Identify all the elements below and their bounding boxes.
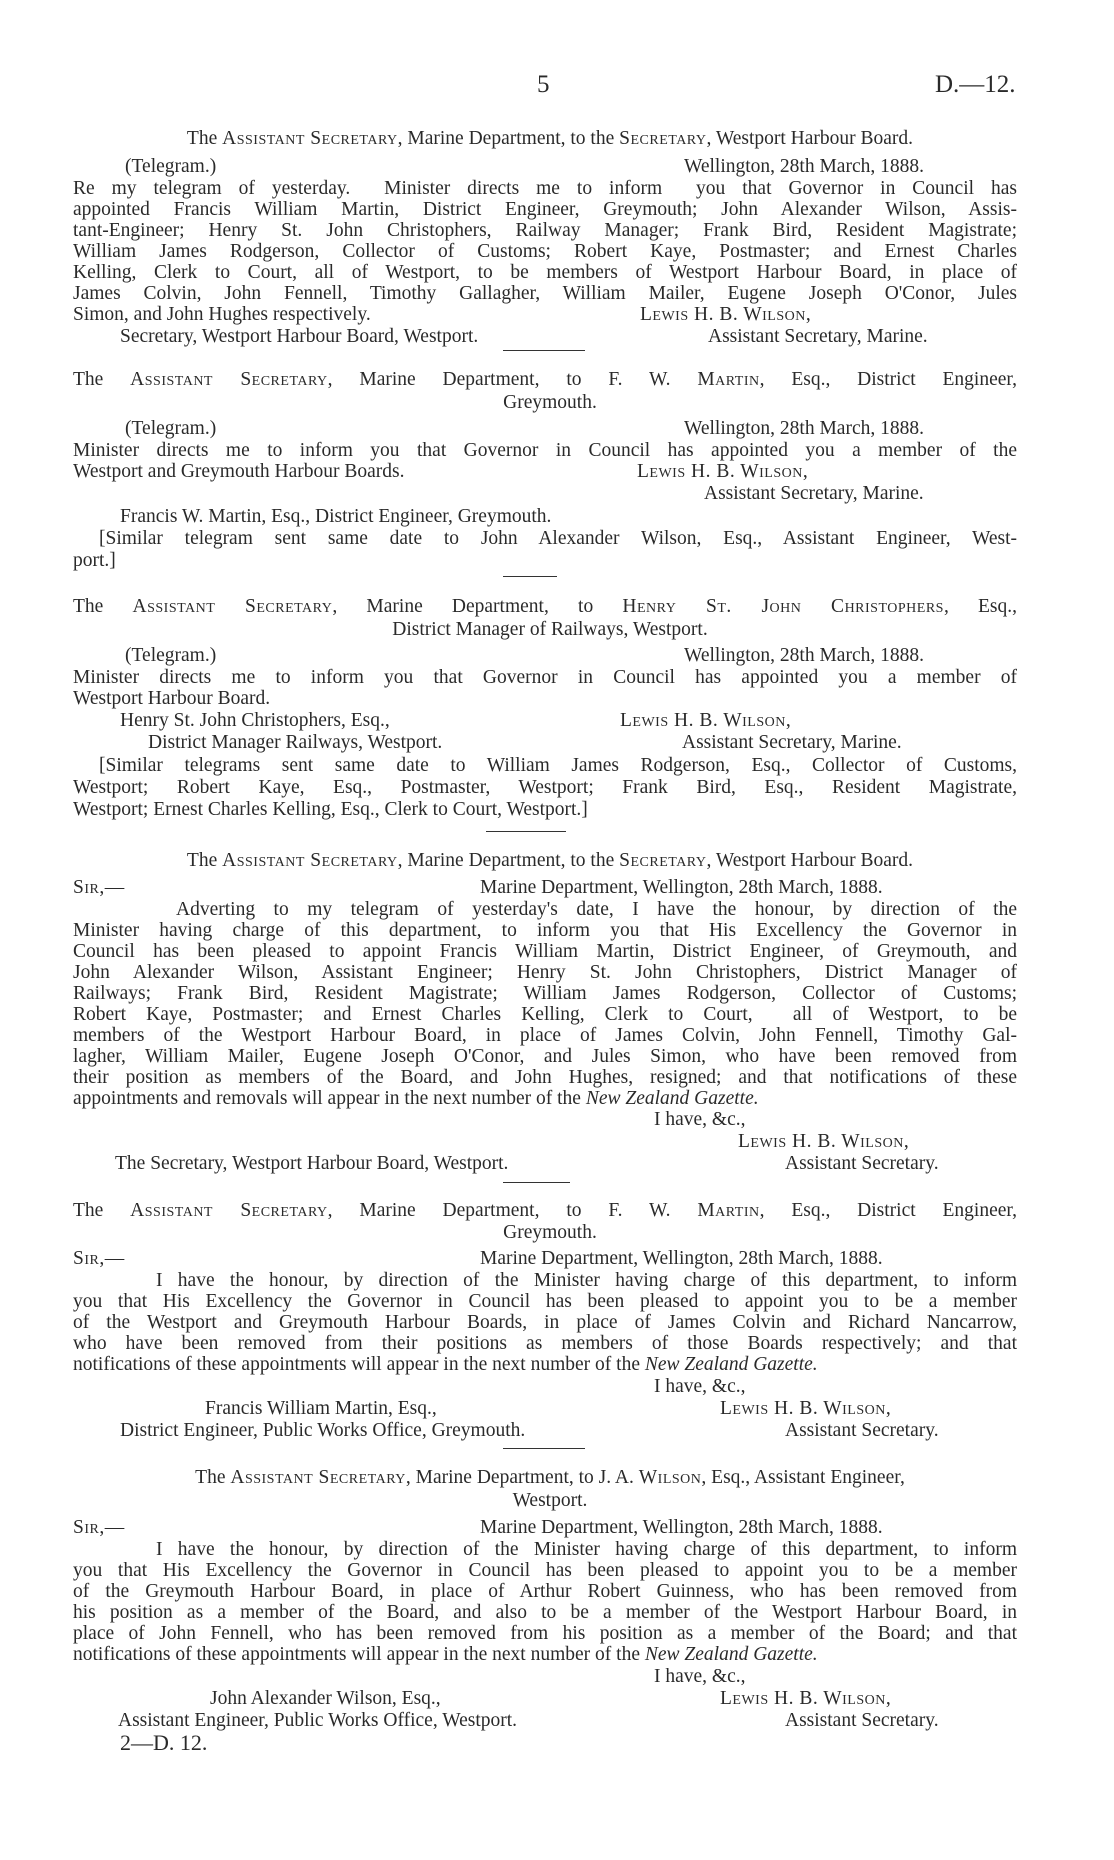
letter-date: Marine Department, Wellington, 28th March, 1888. xyxy=(480,877,883,898)
body-line: Adverting to my telegram of yesterday's date, I have the honour, by direction of the xyxy=(176,899,1017,920)
signer-title: Assistant Secretary. xyxy=(785,1710,939,1731)
addressee: Henry St. John Christophers, Esq., xyxy=(120,710,390,731)
body-line: tant-Engineer; Henry St. John Christophers, Railway Manager; Frank Bird, Resident Magistrate; xyxy=(73,220,1017,241)
closing: I have, &c., xyxy=(654,1109,746,1130)
letter-date: Wellington, 28th March, 1888. xyxy=(684,645,924,666)
letter-heading: The Assistant Secretary, Marine Department, to J. A. Wilson, Esq., Assistant Engineer, xyxy=(195,1467,905,1488)
body-line: their position as members of the Board, and John Hughes, resigned; and that notifications of these xyxy=(73,1067,1017,1088)
signer-title: Assistant Secretary. xyxy=(785,1420,939,1441)
addressee: District Engineer, Public Works Office, Greymouth. xyxy=(120,1420,526,1441)
letter-heading-continued: Westport. xyxy=(512,1490,588,1511)
body-line: Robert Kaye, Postmaster; and Ernest Charles Kelling, Clerk to Court, all of Westport, to be xyxy=(73,1004,1017,1025)
body-line: who have been removed from their positions as members of those Boards respectively; and that xyxy=(73,1333,1017,1354)
gazette-title: New Zealand Gazette. xyxy=(644,1644,818,1665)
editorial-note: Westport; Robert Kaye, Esq., Postmaster, Westport; Frank Bird, Esq., Resident Magistrate, xyxy=(73,777,1017,798)
editorial-note: [Similar telegram sent same date to John Alexander Wilson, Esq., Assistant Engineer, West- xyxy=(99,528,1017,549)
addressee: Francis William Martin, Esq., xyxy=(205,1398,437,1419)
signature-mark: 2—D. 12. xyxy=(120,1730,208,1755)
gazette-title: New Zealand Gazette. xyxy=(644,1354,818,1375)
signer-title: Assistant Secretary. xyxy=(785,1153,939,1174)
body-line: James Colvin, John Fennell, Timothy Gallagher, William Mailer, Eugene Joseph O'Conor, Jules xyxy=(73,283,1017,304)
body-line: Railways; Frank Bird, Resident Magistrate; William James Rodgerson, Collector of Customs; xyxy=(73,983,1017,1004)
signer-name: Lewis H. B. Wilson, xyxy=(720,1398,892,1419)
addressee: John Alexander Wilson, Esq., xyxy=(210,1688,441,1709)
letter-heading: The Assistant Secretary, Marine Department, to the Secretary, Westport Harbour Board. xyxy=(186,850,914,871)
body-line: Council has been pleased to appoint Francis William Martin, District Engineer, of Greymouth, and xyxy=(73,941,1017,962)
letter-heading: The Assistant Secretary, Marine Department, to the Secretary, Westport Harbour Board. xyxy=(186,128,914,149)
body-line: notifications of these appointments will appear in the next number of the New Zealand Gazette. xyxy=(73,1354,818,1375)
salutation: Sir,— xyxy=(73,1517,125,1538)
page-number: 5 xyxy=(537,71,550,98)
addressee: Assistant Engineer, Public Works Office, Westport. xyxy=(118,1710,518,1731)
letter-heading: The Assistant Secretary, Marine Department, to F. W. Martin, Esq., District Engineer, xyxy=(73,1200,1017,1221)
signer-name: Lewis H. B. Wilson, xyxy=(640,304,812,325)
body-line: of the Greymouth Harbour Board, in place of Arthur Robert Guinness, who has been removed from xyxy=(73,1581,1017,1602)
body-line: of the Westport and Greymouth Harbour Boards, in place of James Colvin and Richard Nancarrow, xyxy=(73,1312,1017,1333)
body-line: I have the honour, by direction of the Minister having charge of this department, to inform xyxy=(156,1539,1017,1560)
section-divider xyxy=(503,576,557,577)
body-line: Simon, and John Hughes respectively. xyxy=(73,304,371,325)
section-divider xyxy=(503,1448,585,1449)
signer-title: Assistant Secretary, Marine. xyxy=(704,483,924,504)
telegram-label: (Telegram.) xyxy=(125,645,217,666)
addressee: Secretary, Westport Harbour Board, Westport. xyxy=(120,326,479,347)
body-line: you that His Excellency the Governor in Council has been pleased to appoint you to be a member xyxy=(73,1291,1017,1312)
body-line: Minister directs me to inform you that Governor in Council has appointed you a member of the xyxy=(73,440,1017,461)
editorial-note: Westport; Ernest Charles Kelling, Esq., Clerk to Court, Westport.] xyxy=(73,799,588,820)
body-line: members of the Westport Harbour Board, in place of James Colvin, John Fennell, Timothy Gal- xyxy=(73,1025,1017,1046)
editorial-note: port.] xyxy=(73,550,116,571)
letter-date: Wellington, 28th March, 1888. xyxy=(684,418,924,439)
closing: I have, &c., xyxy=(654,1376,746,1397)
body-line: Westport Harbour Board. xyxy=(73,688,271,709)
body-line: place of John Fennell, who has been removed from his position as a member of the Board; and that xyxy=(73,1623,1017,1644)
signer-name: Lewis H. B. Wilson, xyxy=(620,710,792,731)
addressee: District Manager Railways, Westport. xyxy=(148,732,443,753)
document-reference: D.—12. xyxy=(935,71,1016,98)
body-line: you that His Excellency the Governor in Council has been pleased to appoint you to be a member xyxy=(73,1560,1017,1581)
letter-heading-continued: Greymouth. xyxy=(503,1222,597,1243)
letter-heading-continued: District Manager of Railways, Westport. xyxy=(392,619,708,640)
body-line: Minister directs me to inform you that Governor in Council has appointed you a member of xyxy=(73,667,1017,688)
signer-title: Assistant Secretary, Marine. xyxy=(708,326,928,347)
body-line: William James Rodgerson, Collector of Customs; Robert Kaye, Postmaster; and Ernest Charles xyxy=(73,241,1017,262)
addressee: Francis W. Martin, Esq., District Engineer, Greymouth. xyxy=(120,506,552,527)
section-divider xyxy=(503,350,585,351)
telegram-label: (Telegram.) xyxy=(125,418,217,439)
salutation: Sir,— xyxy=(73,1248,125,1269)
signer-title: Assistant Secretary, Marine. xyxy=(682,732,902,753)
body-line: I have the honour, by direction of the Minister having charge of this department, to inform xyxy=(156,1270,1017,1291)
body-line: his position as a member of the Board, and also to be a member of the Westport Harbour Board, in xyxy=(73,1602,1017,1623)
letter-heading-continued: Greymouth. xyxy=(503,392,597,413)
letter-date: Marine Department, Wellington, 28th March, 1888. xyxy=(480,1248,883,1269)
body-line: Re my telegram of yesterday. Minister directs me to inform you that Governor in Council has xyxy=(73,178,1017,199)
body-line: John Alexander Wilson, Assistant Engineer; Henry St. John Christophers, District Manager of xyxy=(73,962,1017,983)
letter-date: Marine Department, Wellington, 28th March, 1888. xyxy=(480,1517,883,1538)
editorial-note: [Similar telegrams sent same date to William James Rodgerson, Esq., Collector of Customs, xyxy=(99,755,1017,776)
body-line: lagher, William Mailer, Eugene Joseph O'Conor, and Jules Simon, who have been removed from xyxy=(73,1046,1017,1067)
salutation: Sir,— xyxy=(73,877,125,898)
body-line: Kelling, Clerk to Court, all of Westport, to be members of Westport Harbour Board, in place of xyxy=(73,262,1017,283)
closing: I have, &c., xyxy=(654,1666,746,1687)
addressee: The Secretary, Westport Harbour Board, Westport. xyxy=(115,1153,509,1174)
section-divider xyxy=(486,831,566,832)
body-line: appointed Francis William Martin, District Engineer, Greymouth; John Alexander Wilson, Assis- xyxy=(73,199,1017,220)
letter-date: Wellington, 28th March, 1888. xyxy=(684,156,924,177)
gazette-title: New Zealand Gazette. xyxy=(585,1088,759,1109)
signer-name: Lewis H. B. Wilson, xyxy=(738,1131,910,1152)
signer-name: Lewis H. B. Wilson, xyxy=(637,461,809,482)
body-line: notifications of these appointments will appear in the next number of the New Zealand Gazette. xyxy=(73,1644,818,1665)
letter-heading: The Assistant Secretary, Marine Department, to F. W. Martin, Esq., District Engineer, xyxy=(73,369,1017,390)
body-line: appointments and removals will appear in the next number of the New Zealand Gazette. xyxy=(73,1088,759,1109)
body-line: Minister having charge of this department, to inform you that His Excellency the Governor in xyxy=(73,920,1017,941)
section-divider xyxy=(503,1182,570,1183)
body-line: Westport and Greymouth Harbour Boards. xyxy=(73,461,405,482)
signer-name: Lewis H. B. Wilson, xyxy=(720,1688,892,1709)
letter-heading: The Assistant Secretary, Marine Department, to Henry St. John Christophers, Esq., xyxy=(73,596,1018,617)
telegram-label: (Telegram.) xyxy=(125,156,217,177)
